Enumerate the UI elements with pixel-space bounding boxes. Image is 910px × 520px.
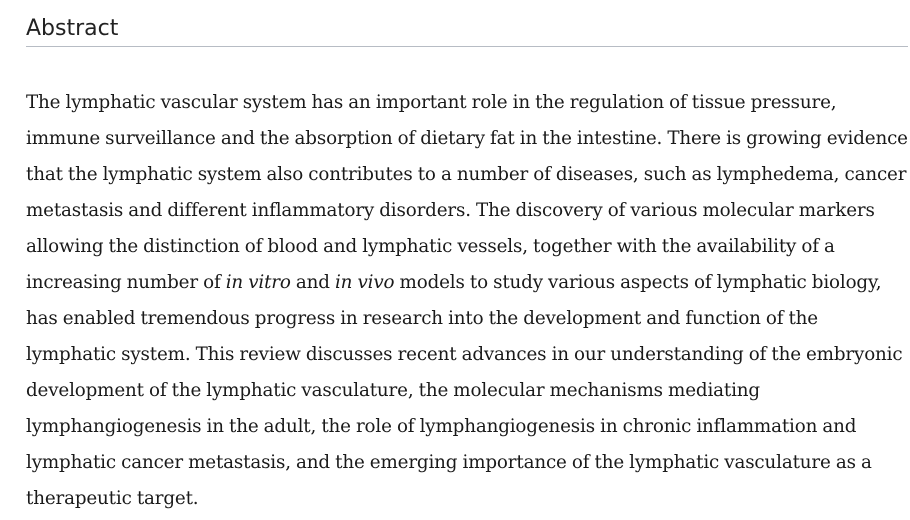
abstract-paragraph — [26, 47, 908, 517]
abstract-text-part-3: models to study various aspects of lymphatic biology, has enabled tremendous progress in research into the development and function of the lymphatic system. This review discusses recent advances in our understanding of the embryonic development of the lymphatic vasculature, the molecular mechanisms mediating lymphangiogenesis in the adult, the role of lymphangiogenesis in chronic inflammation and lymphatic cancer metastasis, and the emerging importance of the lymphatic vasculature as a therapeutic target. — [26, 272, 903, 509]
abstract-section — [26, 0, 908, 517]
abstract-italic-in-vitro: in vitro — [225, 272, 291, 293]
section-heading: Abstract — [26, 0, 908, 47]
abstract-italic-in-vivo: in vivo — [334, 272, 395, 293]
abstract-text-part-2: and — [290, 272, 335, 293]
abstract-text-part-1: The lymphatic vascular system has an important role in the regulation of tissue pressure, immune surveillance and the absorption of dietary fat in the intestine. There is growing evidence that the lymphatic system also contributes to a number of diseases, such as lymphedema, cancer metastasis and different inflammatory disorders. The discovery of various molecular markers allowing the distinction of blood and lymphatic vessels, together with the availability of a increasing number of — [26, 92, 908, 293]
